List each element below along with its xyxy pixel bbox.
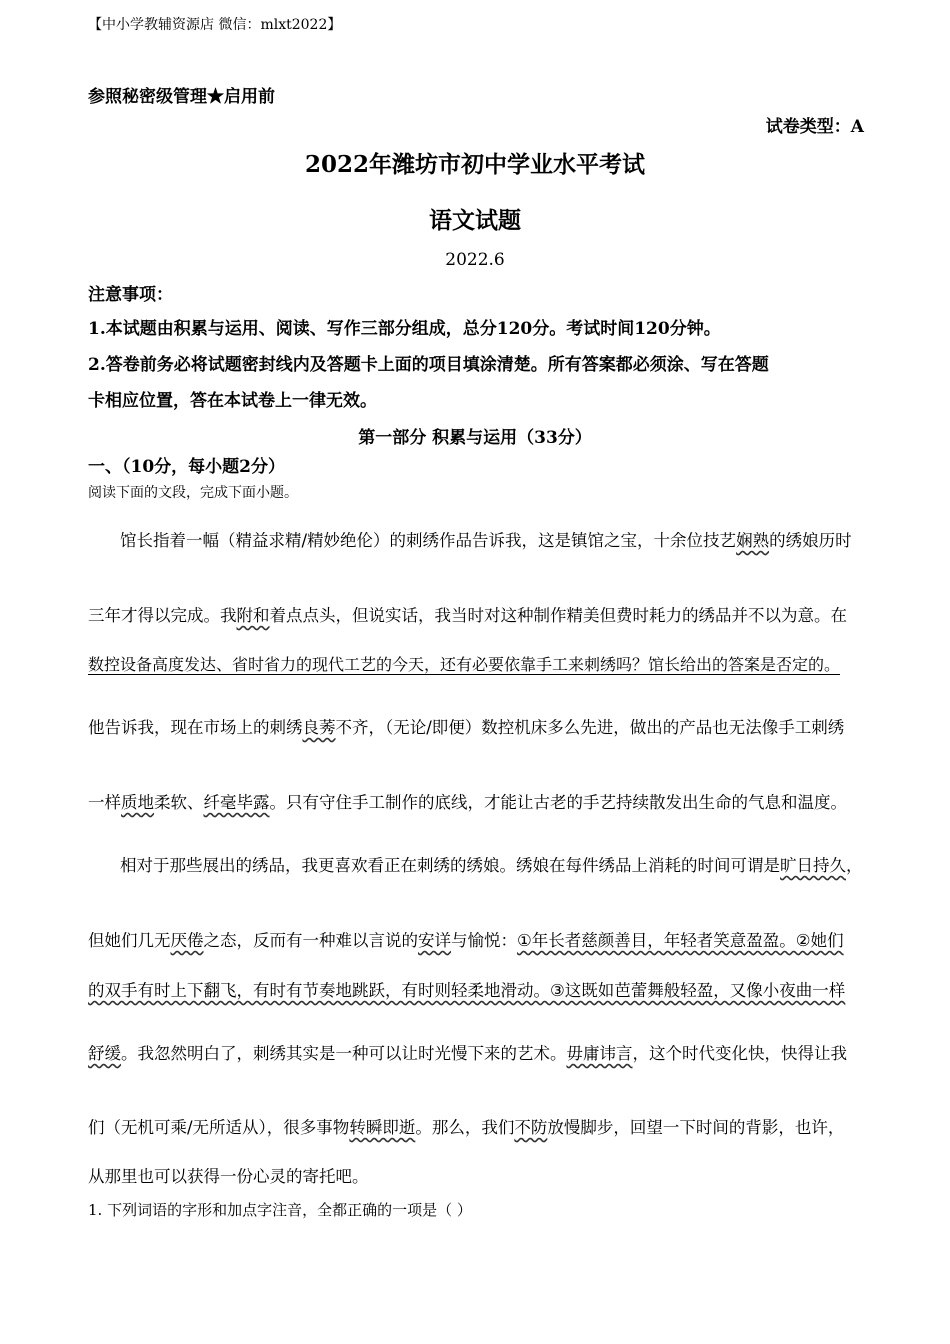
part1-heading: 第一部分 积累与运用（33分）	[358, 428, 592, 448]
secrecy-label: 参照秘密级管理★启用前	[88, 87, 275, 107]
instruction-text: 阅读下面的文段，完成下面小题。	[88, 485, 298, 501]
notice-item-1: 1.本试题由积累与运用、阅读、写作三部分组成，总分120分。考试时间120分钟。	[88, 319, 721, 339]
wavy-underlined-word: 良莠	[302, 718, 336, 737]
wavy-underlined-word: 纤毫毕露	[203, 793, 270, 812]
wavy-underlined-word: 娴熟	[736, 531, 770, 550]
wavy-underlined-word: 附和	[236, 606, 270, 625]
wavy-underlined-word: 安详	[418, 931, 451, 950]
passage-line-3-underlined-sentence: 数控设备高度发达、省时省力的现代工艺的今天，还有必要依靠手工来刺绣吗？馆长给出的答案是否定的。	[88, 655, 841, 674]
passage-line-9: 舒缓。我忽然明白了，刺绣其实是一种可以让时光慢下来的艺术。毋庸讳言，这个时代变化快，快得让我	[88, 1044, 847, 1063]
exam-date: 2022.6	[445, 250, 505, 270]
passage-line-5: 一样质地柔软、纤毫毕露。只有守住手工制作的底线，才能让古老的手艺持续散发出生命的气息和温度。	[88, 793, 847, 812]
passage-line-2: 三年才得以完成。我附和着点点头，但说实话，我当时对这种制作精美但费时耗力的绣品并不以为意。在	[88, 606, 847, 625]
notice-item-2-line-2: 卡相应位置，答在本试卷上一律无效。	[88, 391, 377, 411]
wavy-underlined-word: 厌倦	[170, 931, 204, 950]
wavy-underlined-word: 质地	[121, 793, 154, 812]
wavy-underlined-word: 舒缓	[88, 1044, 121, 1063]
passage-line-4: 他告诉我，现在市场上的刺绣良莠不齐，（无论/即便）数控机床多么先进，做出的产品也无法像手工刺绣	[88, 718, 845, 737]
wavy-underlined-word: 转瞬即逝	[349, 1118, 416, 1137]
notice-heading: 注意事项：	[88, 285, 173, 305]
watermark-text: 【中小学教辅资源店 微信：mlxt2022】	[88, 17, 342, 33]
subject-title: 语文试题	[429, 207, 521, 234]
passage-line-1: 馆长指着一幅（精益求精/精妙绝伦）的刺绣作品告诉我，这是镇馆之宝，十余位技艺娴熟的绣娘历时	[120, 531, 852, 550]
passage-line-10: 们（无机可乘/无所适从），很多事物转瞬即逝。那么，我们不防放慢脚步，回望一下时间的背影，也许，	[88, 1118, 845, 1137]
paper-type-label: 试卷类型：A	[765, 117, 864, 137]
passage-line-6: 相对于那些展出的绣品，我更喜欢看正在刺绣的绣娘。绣娘在每件绣品上消耗的时间可谓是旷日持久，	[120, 856, 863, 875]
section1-heading: 一、（10分，每小题2分）	[88, 457, 285, 477]
passage-line-11: 从那里也可以获得一份心灵的寄托吧。	[88, 1167, 369, 1186]
passage-line-8-wavy-sentence: 的双手有时上下翻飞，有时有节奏地跳跃，有时则轻柔地滑动。③这既如芭蕾舞般轻盈，又像小夜曲一样	[88, 981, 846, 1000]
wavy-underlined-word: 旷日持久	[780, 856, 846, 875]
exam-title: 2022年潍坊市初中学业水平考试	[304, 151, 645, 178]
wavy-underlined-sentence: ①年长者慈颜善目，年轻者笑意盈盈。②她们	[517, 931, 844, 950]
question-1-stem: 1. 下列词语的字形和加点字注音，全都正确的一项是（ ）	[88, 1201, 472, 1219]
wavy-underlined-word: 毋庸讳言	[566, 1044, 633, 1063]
passage-line-7: 但她们几无厌倦之态，反而有一种难以言说的安详与愉悦：①年长者慈颜善目，年轻者笑意盈盈。②她们	[88, 931, 844, 950]
notice-item-2-line-1: 2.答卷前务必将试题密封线内及答题卡上面的项目填涂清楚。所有答案都必须涂、写在答题	[88, 355, 769, 375]
wavy-underlined-word: 不防	[514, 1118, 548, 1137]
